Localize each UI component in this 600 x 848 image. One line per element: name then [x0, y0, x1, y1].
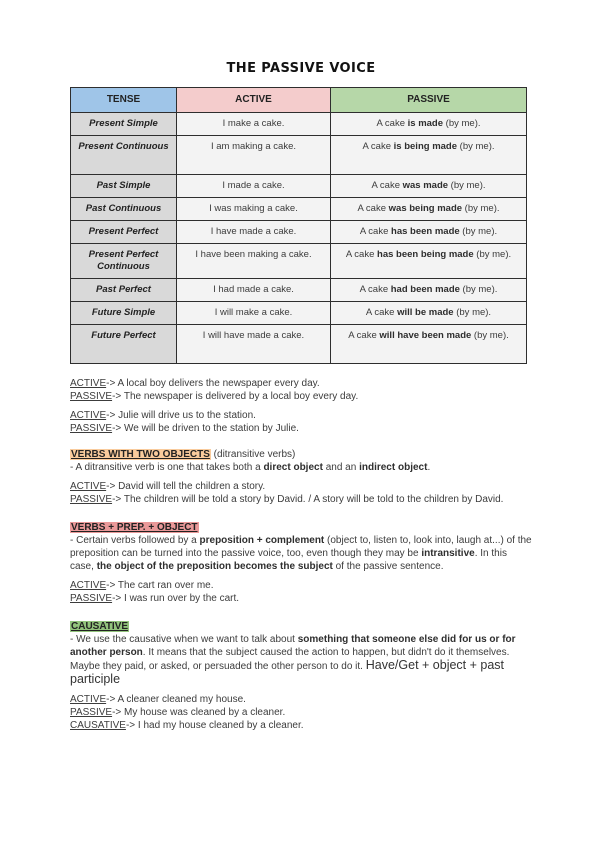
arrow-text: -> — [112, 391, 122, 402]
example-sentence: Julie will drive us to the station. — [115, 410, 256, 421]
passive-cell: A cake is being made (by me). — [331, 136, 527, 175]
passive-voice-table — [70, 87, 527, 364]
section-description: - Certain verbs followed by a preposition + complement (object to, listen to, look into, laugh at...) of the preposition can be turned into the passive voice, too, even though they may be intransitive. In this case, the object of the preposition becomes the subject of the passive sentence. — [70, 535, 532, 572]
example-sentence: My house was cleaned by a cleaner. — [121, 707, 286, 718]
active-cell: I made a cake. — [177, 175, 331, 198]
example-active-line — [70, 579, 532, 592]
active-cell: I make a cake. — [177, 113, 331, 136]
arrow-text: -> — [112, 707, 122, 718]
tense-cell: Present Simple — [71, 113, 177, 136]
arrow-text: -> — [112, 494, 122, 505]
section-heading-causative — [70, 620, 532, 633]
example-passive-line — [70, 422, 532, 435]
active-label: ACTIVE — [70, 481, 107, 492]
tense-cell: Past Continuous — [71, 198, 177, 221]
tense-cell: Present Perfect — [71, 221, 177, 244]
active-cell: I was making a cake. — [177, 198, 331, 221]
example-causative-line — [70, 719, 532, 732]
section-description: - We use the causative when we want to talk about something that someone else did for us or for another person. It means that the subject caused the action to happen, but didn't do it themselves. Maybe they paid, or asked, or persuaded the other person to do it. Have/Get + object + past participle — [70, 634, 516, 686]
example-sentence: The children will be told a story by David. / A story will be told to the children by David. — [121, 494, 504, 505]
passive-label: PASSIVE — [70, 593, 113, 604]
example-passive-line — [70, 592, 532, 605]
passive-label: PASSIVE — [70, 494, 113, 505]
highlighted-heading: VERBS WITH TWO OBJECTS — [71, 449, 210, 460]
example-active-line — [70, 409, 532, 422]
active-label: ACTIVE — [70, 378, 107, 389]
example-active-line — [70, 693, 532, 706]
arrow-text: -> — [106, 378, 116, 389]
table-row — [71, 175, 527, 198]
active-label: ACTIVE — [70, 580, 107, 591]
table-row — [71, 136, 527, 175]
arrow-text: -> — [106, 410, 116, 421]
passive-cell: A cake is made (by me). — [331, 113, 527, 136]
example-sentence: A cleaner cleaned my house. — [115, 694, 246, 705]
table-row — [71, 302, 527, 325]
table-row — [71, 113, 527, 136]
table-row — [71, 221, 527, 244]
section-description: - A ditransitive verb is one that takes both a direct object and an indirect object. — [70, 462, 431, 473]
tense-cell: Present Continuous — [71, 136, 177, 175]
passive-label: PASSIVE — [70, 391, 113, 402]
passive-cell: A cake has been being made (by me). — [331, 244, 527, 279]
active-cell: I have been making a cake. — [177, 244, 331, 279]
active-cell: I will have made a cake. — [177, 325, 331, 364]
example-sentence: We will be driven to the station by Julie. — [121, 423, 299, 434]
active-cell: I have made a cake. — [177, 221, 331, 244]
arrow-text: -> — [106, 694, 116, 705]
column-header-tense: TENSE — [71, 88, 177, 113]
column-header-active: ACTIVE — [177, 88, 331, 113]
passive-label: PASSIVE — [70, 707, 113, 718]
page-title: THE PASSIVE VOICE — [226, 61, 376, 76]
table-header-row — [71, 88, 527, 113]
active-label: ACTIVE — [70, 410, 107, 421]
causative-label: CAUSATIVE — [70, 720, 126, 731]
spacer — [70, 435, 532, 448]
tense-cell: Past Simple — [71, 175, 177, 198]
example-passive-line — [70, 706, 532, 719]
highlighted-heading: VERBS + PREP. + OBJECT — [71, 522, 198, 533]
active-cell: I am making a cake. — [177, 136, 331, 175]
active-label: ACTIVE — [70, 694, 107, 705]
example-active-line — [70, 377, 532, 390]
table-row — [71, 198, 527, 221]
causative-formula: Have/Get + object + past participle — [70, 658, 505, 686]
example-sentence: The cart ran over me. — [115, 580, 214, 591]
example-sentence: I had my house cleaned by a cleaner. — [135, 720, 304, 731]
column-header-passive: PASSIVE — [331, 88, 527, 113]
passive-label: PASSIVE — [70, 423, 113, 434]
active-cell: I had made a cake. — [177, 279, 331, 302]
example-sentence: The newspaper is delivered by a local boy every day. — [121, 391, 359, 402]
section-heading-prep — [70, 521, 532, 534]
heading-suffix: (ditransitive verbs) — [210, 449, 296, 460]
active-cell: I will make a cake. — [177, 302, 331, 325]
example-sentence: I was run over by the cart. — [121, 593, 240, 604]
tense-cell: Future Simple — [71, 302, 177, 325]
table-row — [71, 279, 527, 302]
arrow-text: -> — [112, 423, 122, 434]
passive-cell: A cake was being made (by me). — [331, 198, 527, 221]
arrow-text: -> — [106, 481, 116, 492]
example-active-line — [70, 480, 532, 493]
passive-cell: A cake will have been made (by me). — [331, 325, 527, 364]
section-heading-two-objects — [70, 448, 532, 461]
example-sentence: A local boy delivers the newspaper every day. — [115, 378, 320, 389]
tense-cell: Present Perfect Continuous — [71, 244, 177, 279]
spacer — [70, 605, 532, 620]
tense-cell: Past Perfect — [71, 279, 177, 302]
highlighted-heading: CAUSATIVE — [71, 621, 129, 632]
example-sentence: David will tell the children a story. — [115, 481, 266, 492]
example-passive-line — [70, 390, 532, 403]
arrow-text: -> — [106, 580, 116, 591]
table-row — [71, 325, 527, 364]
tense-cell: Future Perfect — [71, 325, 177, 364]
example-passive-line — [70, 493, 532, 506]
passive-cell: A cake was made (by me). — [331, 175, 527, 198]
passive-cell: A cake has been made (by me). — [331, 221, 527, 244]
spacer — [70, 506, 532, 521]
table-row — [71, 244, 527, 279]
arrow-text: -> — [125, 720, 136, 731]
passive-cell: A cake will be made (by me). — [331, 302, 527, 325]
arrow-text: -> — [112, 593, 122, 604]
passive-cell: A cake had been made (by me). — [331, 279, 527, 302]
